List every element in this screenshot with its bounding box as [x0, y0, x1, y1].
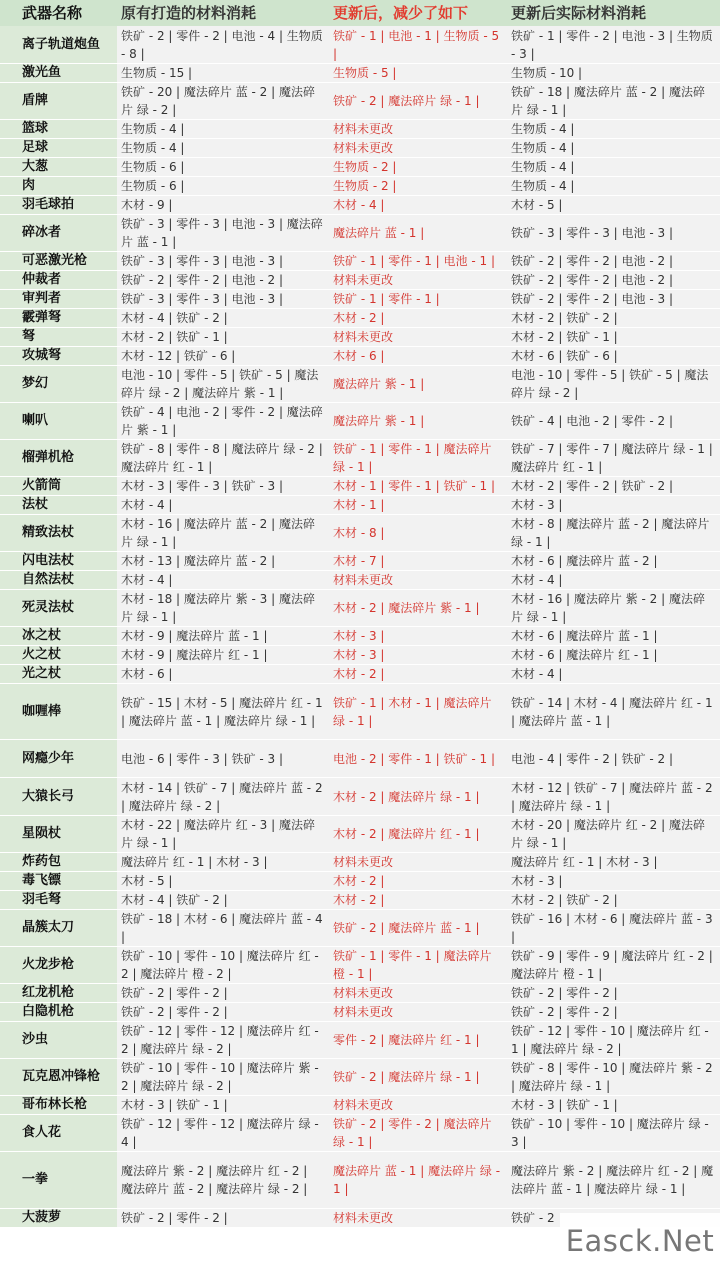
- original-cost-cell: 木材 - 22 | 魔法碎片 红 - 3 | 魔法碎片 绿 - 1 |: [117, 816, 327, 852]
- original-cost-cell: 铁矿 - 2 | 零件 - 2 |: [117, 1003, 327, 1021]
- reduction-cell: 魔法碎片 紫 - 1 |: [327, 366, 507, 402]
- actual-cost-cell: 木材 - 3 |: [507, 872, 720, 890]
- reduction-cell: 铁矿 - 1 | 电池 - 1 | 生物质 - 5 |: [327, 26, 507, 63]
- original-cost-cell: 生物质 - 4 |: [117, 120, 327, 138]
- weapon-name-cell: 沙虫: [0, 1022, 117, 1058]
- table-row: [0, 872, 720, 891]
- original-cost-cell: 木材 - 4 | 铁矿 - 2 |: [117, 891, 327, 909]
- original-cost-cell: 电池 - 10 | 零件 - 5 | 铁矿 - 5 | 魔法碎片 绿 - 2 | 魔法碎片 紫 - 1 |: [117, 366, 327, 402]
- actual-cost-cell: 木材 - 16 | 魔法碎片 紫 - 2 | 魔法碎片 绿 - 1 |: [507, 590, 720, 626]
- table-row: [0, 158, 720, 177]
- actual-cost-cell: 木材 - 8 | 魔法碎片 蓝 - 2 | 魔法碎片 绿 - 1 |: [507, 515, 720, 551]
- weapon-name-cell: 大猿长弓: [0, 778, 117, 815]
- reduction-cell: 铁矿 - 2 | 魔法碎片 绿 - 1 |: [327, 1059, 507, 1095]
- original-cost-cell: 木材 - 9 | 魔法碎片 红 - 1 |: [117, 646, 327, 664]
- reduction-cell: 生物质 - 2 |: [327, 158, 507, 176]
- original-cost-cell: 铁矿 - 20 | 魔法碎片 蓝 - 2 | 魔法碎片 绿 - 2 |: [117, 83, 327, 119]
- original-cost-cell: 铁矿 - 3 | 零件 - 3 | 电池 - 3 |: [117, 252, 327, 270]
- reduction-cell: 生物质 - 5 |: [327, 64, 507, 82]
- actual-cost-cell: 生物质 - 4 |: [507, 158, 720, 176]
- reduction-cell: 铁矿 - 2 | 魔法碎片 绿 - 1 |: [327, 83, 507, 119]
- reduction-cell: 材料未更改: [327, 271, 507, 289]
- weapon-name-cell: 冰之杖: [0, 627, 117, 645]
- table-row: [0, 83, 720, 120]
- table-row: [0, 1115, 720, 1152]
- original-cost-cell: 木材 - 14 | 铁矿 - 7 | 魔法碎片 蓝 - 2 | 魔法碎片 绿 - 2 |: [117, 778, 327, 815]
- weapon-name-cell: 一拳: [0, 1152, 117, 1208]
- weapon-name-cell: 毒飞镖: [0, 872, 117, 890]
- original-cost-cell: 铁矿 - 3 | 零件 - 3 | 电池 - 3 | 魔法碎片 蓝 - 1 |: [117, 215, 327, 251]
- reduction-cell: 木材 - 3 |: [327, 627, 507, 645]
- actual-cost-cell: 铁矿 - 8 | 零件 - 10 | 魔法碎片 紫 - 2 | 魔法碎片 绿 - 1 |: [507, 1059, 720, 1095]
- reduction-cell: 木材 - 7 |: [327, 552, 507, 570]
- reduction-cell: 木材 - 1 |: [327, 496, 507, 514]
- original-cost-cell: 魔法碎片 紫 - 2 | 魔法碎片 红 - 2 | 魔法碎片 蓝 - 2 | 魔法碎片 绿 - 2 |: [117, 1152, 327, 1208]
- actual-cost-cell: 铁矿 - 14 | 木材 - 4 | 魔法碎片 红 - 1 | 魔法碎片 蓝 - 1 |: [507, 684, 720, 739]
- reduction-cell: 木材 - 4 |: [327, 196, 507, 214]
- reduction-cell: 铁矿 - 2 | 魔法碎片 蓝 - 1 |: [327, 910, 507, 946]
- original-cost-cell: 生物质 - 4 |: [117, 139, 327, 157]
- original-cost-cell: 木材 - 3 | 零件 - 3 | 铁矿 - 3 |: [117, 477, 327, 495]
- header-original-cost: 原有打造的材料消耗: [117, 0, 327, 26]
- weapon-name-cell: 死灵法杖: [0, 590, 117, 626]
- actual-cost-cell: 木材 - 5 |: [507, 196, 720, 214]
- actual-cost-cell: 铁矿 - 16 | 木材 - 6 | 魔法碎片 蓝 - 3 |: [507, 910, 720, 946]
- table-row: [0, 496, 720, 515]
- table-row: [0, 64, 720, 83]
- weapon-name-cell: 咖喱棒: [0, 684, 117, 739]
- header-weapon-name: 武器名称: [0, 0, 117, 26]
- actual-cost-cell: 电池 - 10 | 零件 - 5 | 铁矿 - 5 | 魔法碎片 绿 - 2 |: [507, 366, 720, 402]
- reduction-cell: 木材 - 2 |: [327, 665, 507, 683]
- table-row: [0, 627, 720, 646]
- header-actual-cost: 更新后实际材料消耗: [507, 0, 720, 26]
- reduction-cell: 材料未更改: [327, 1209, 507, 1227]
- weapon-name-cell: 晶簇太刀: [0, 910, 117, 946]
- original-cost-cell: 木材 - 3 | 铁矿 - 1 |: [117, 1096, 327, 1114]
- table-row: [0, 403, 720, 440]
- reduction-cell: 魔法碎片 蓝 - 1 |: [327, 215, 507, 251]
- reduction-cell: 材料未更改: [327, 571, 507, 589]
- actual-cost-cell: 魔法碎片 红 - 1 | 木材 - 3 |: [507, 853, 720, 871]
- reduction-cell: 魔法碎片 紫 - 1 |: [327, 403, 507, 439]
- reduction-cell: 木材 - 2 |: [327, 872, 507, 890]
- actual-cost-cell: 铁矿 - 10 | 零件 - 10 | 魔法碎片 绿 - 3 |: [507, 1115, 720, 1151]
- weapon-name-cell: 闪电法杖: [0, 552, 117, 570]
- reduction-cell: 铁矿 - 1 | 零件 - 1 | 电池 - 1 |: [327, 252, 507, 270]
- table-row: [0, 984, 720, 1003]
- original-cost-cell: 木材 - 4 |: [117, 571, 327, 589]
- reduction-cell: 木材 - 2 | 魔法碎片 红 - 1 |: [327, 816, 507, 852]
- table-row: [0, 665, 720, 684]
- table-row: [0, 252, 720, 271]
- original-cost-cell: 生物质 - 6 |: [117, 158, 327, 176]
- original-cost-cell: 铁矿 - 12 | 零件 - 12 | 魔法碎片 红 - 2 | 魔法碎片 绿 - 2 |: [117, 1022, 327, 1058]
- reduction-cell: 铁矿 - 1 | 零件 - 1 | 魔法碎片 橙 - 1 |: [327, 947, 507, 983]
- reduction-cell: 木材 - 1 | 零件 - 1 | 铁矿 - 1 |: [327, 477, 507, 495]
- weapon-name-cell: 大葱: [0, 158, 117, 176]
- weapon-name-cell: 审判者: [0, 290, 117, 308]
- original-cost-cell: 木材 - 18 | 魔法碎片 紫 - 3 | 魔法碎片 绿 - 1 |: [117, 590, 327, 626]
- actual-cost-cell: 铁矿 - 4 | 电池 - 2 | 零件 - 2 |: [507, 403, 720, 439]
- actual-cost-cell: 木材 - 4 |: [507, 571, 720, 589]
- weapon-name-cell: 羽毛球拍: [0, 196, 117, 214]
- watermark-text: Easck.Net: [565, 1224, 715, 1258]
- table-row: [0, 910, 720, 947]
- weapon-name-cell: 瓦克恩冲锋枪: [0, 1059, 117, 1095]
- table-row: [0, 120, 720, 139]
- table-row: [0, 328, 720, 347]
- reduction-cell: 铁矿 - 1 | 零件 - 1 | 魔法碎片 绿 - 1 |: [327, 440, 507, 476]
- weapon-name-cell: 可恶激光枪: [0, 252, 117, 270]
- table-row: [0, 26, 720, 64]
- weapon-name-cell: 篮球: [0, 120, 117, 138]
- reduction-cell: 材料未更改: [327, 984, 507, 1002]
- actual-cost-cell: 木材 - 6 | 魔法碎片 蓝 - 1 |: [507, 627, 720, 645]
- table-row: [0, 552, 720, 571]
- actual-cost-cell: 铁矿 - 3 | 零件 - 3 | 电池 - 3 |: [507, 215, 720, 251]
- original-cost-cell: 木材 - 4 | 铁矿 - 2 |: [117, 309, 327, 327]
- reduction-cell: 材料未更改: [327, 328, 507, 346]
- reduction-cell: 木材 - 2 | 魔法碎片 紫 - 1 |: [327, 590, 507, 626]
- table-row: [0, 853, 720, 872]
- weapon-name-cell: 攻城弩: [0, 347, 117, 365]
- original-cost-cell: 木材 - 5 |: [117, 872, 327, 890]
- weapon-name-cell: 白隐机枪: [0, 1003, 117, 1021]
- original-cost-cell: 铁矿 - 3 | 零件 - 3 | 电池 - 3 |: [117, 290, 327, 308]
- weapon-name-cell: 光之杖: [0, 665, 117, 683]
- reduction-cell: 木材 - 8 |: [327, 515, 507, 551]
- header-reduction: 更新后，减少了如下: [327, 0, 507, 26]
- actual-cost-cell: 木材 - 4 |: [507, 665, 720, 683]
- reduction-cell: 零件 - 2 | 魔法碎片 红 - 1 |: [327, 1022, 507, 1058]
- table-row: [0, 1059, 720, 1096]
- actual-cost-cell: 铁矿 - 2 | 零件 - 2 |: [507, 984, 720, 1002]
- table-row: [0, 1022, 720, 1059]
- original-cost-cell: 铁矿 - 4 | 电池 - 2 | 零件 - 2 | 魔法碎片 紫 - 1 |: [117, 403, 327, 439]
- actual-cost-cell: 铁矿 - 9 | 零件 - 9 | 魔法碎片 红 - 2 | 魔法碎片 橙 - 1 |: [507, 947, 720, 983]
- table-row: [0, 139, 720, 158]
- weapon-name-cell: 碎冰者: [0, 215, 117, 251]
- table-row: [0, 1152, 720, 1209]
- reduction-cell: 木材 - 3 |: [327, 646, 507, 664]
- actual-cost-cell: 生物质 - 4 |: [507, 177, 720, 195]
- reduction-cell: 木材 - 2 | 魔法碎片 绿 - 1 |: [327, 778, 507, 815]
- actual-cost-cell: 木材 - 6 | 魔法碎片 红 - 1 |: [507, 646, 720, 664]
- reduction-cell: 材料未更改: [327, 1096, 507, 1114]
- table-row: [0, 816, 720, 853]
- weapon-name-cell: 法杖: [0, 496, 117, 514]
- original-cost-cell: 铁矿 - 2 | 零件 - 2 |: [117, 1209, 327, 1227]
- actual-cost-cell: 电池 - 4 | 零件 - 2 | 铁矿 - 2 |: [507, 740, 720, 777]
- table-row: [0, 309, 720, 328]
- actual-cost-cell: 铁矿 - 2 | 零件 - 2 | 电池 - 3 |: [507, 290, 720, 308]
- table-row: [0, 590, 720, 627]
- original-cost-cell: 铁矿 - 2 | 零件 - 2 | 电池 - 2 |: [117, 271, 327, 289]
- weapon-name-cell: 喇叭: [0, 403, 117, 439]
- weapon-name-cell: 仲裁者: [0, 271, 117, 289]
- table-row: [0, 1096, 720, 1115]
- table-row: [0, 740, 720, 778]
- original-cost-cell: 木材 - 9 |: [117, 196, 327, 214]
- weapon-name-cell: 火箭筒: [0, 477, 117, 495]
- actual-cost-cell: 木材 - 2 | 铁矿 - 2 |: [507, 891, 720, 909]
- reduction-cell: 铁矿 - 1 | 零件 - 1 |: [327, 290, 507, 308]
- original-cost-cell: 生物质 - 15 |: [117, 64, 327, 82]
- weapon-name-cell: 火之杖: [0, 646, 117, 664]
- actual-cost-cell: 木材 - 6 | 铁矿 - 6 |: [507, 347, 720, 365]
- original-cost-cell: 铁矿 - 2 | 零件 - 2 | 电池 - 4 | 生物质 - 8 |: [117, 26, 327, 63]
- actual-cost-cell: 生物质 - 10 |: [507, 64, 720, 82]
- reduction-cell: 电池 - 2 | 零件 - 1 | 铁矿 - 1 |: [327, 740, 507, 777]
- table-row: [0, 271, 720, 290]
- table-row: [0, 477, 720, 496]
- actual-cost-cell: 木材 - 2 | 铁矿 - 1 |: [507, 328, 720, 346]
- table-row: [0, 684, 720, 740]
- reduction-cell: 木材 - 2 |: [327, 891, 507, 909]
- actual-cost-cell: 木材 - 3 | 铁矿 - 1 |: [507, 1096, 720, 1114]
- original-cost-cell: 生物质 - 6 |: [117, 177, 327, 195]
- table-row: [0, 947, 720, 984]
- table-row: [0, 646, 720, 665]
- original-cost-cell: 木材 - 12 | 铁矿 - 6 |: [117, 347, 327, 365]
- table-row: [0, 196, 720, 215]
- actual-cost-cell: 木材 - 20 | 魔法碎片 红 - 2 | 魔法碎片 绿 - 1 |: [507, 816, 720, 852]
- original-cost-cell: 木材 - 2 | 铁矿 - 1 |: [117, 328, 327, 346]
- weapon-name-cell: 火龙步枪: [0, 947, 117, 983]
- original-cost-cell: 铁矿 - 2 | 零件 - 2 |: [117, 984, 327, 1002]
- weapon-name-cell: 自然法杖: [0, 571, 117, 589]
- watermark: [560, 1213, 720, 1269]
- actual-cost-cell: 生物质 - 4 |: [507, 139, 720, 157]
- actual-cost-cell: 木材 - 2 | 零件 - 2 | 铁矿 - 2 |: [507, 477, 720, 495]
- original-cost-cell: 木材 - 4 |: [117, 496, 327, 514]
- table-body: [0, 26, 720, 1228]
- reduction-cell: 材料未更改: [327, 120, 507, 138]
- actual-cost-cell: 木材 - 2 | 铁矿 - 2 |: [507, 309, 720, 327]
- actual-cost-cell: 铁矿 - 12 | 零件 - 10 | 魔法碎片 红 - 1 | 魔法碎片 绿 - 2 |: [507, 1022, 720, 1058]
- original-cost-cell: 电池 - 6 | 零件 - 3 | 铁矿 - 3 |: [117, 740, 327, 777]
- weapon-name-cell: 红龙机枪: [0, 984, 117, 1002]
- original-cost-cell: 木材 - 6 |: [117, 665, 327, 683]
- table-row: [0, 515, 720, 552]
- actual-cost-cell: 木材 - 3 |: [507, 496, 720, 514]
- reduction-cell: 材料未更改: [327, 139, 507, 157]
- table-header: [0, 0, 720, 26]
- original-cost-cell: 铁矿 - 18 | 木材 - 6 | 魔法碎片 蓝 - 4 |: [117, 910, 327, 946]
- table-row: [0, 891, 720, 910]
- actual-cost-cell: 木材 - 12 | 铁矿 - 7 | 魔法碎片 蓝 - 2 | 魔法碎片 绿 - 1 |: [507, 778, 720, 815]
- actual-cost-cell: 铁矿 - 1 | 零件 - 2 | 电池 - 3 | 生物质 - 3 |: [507, 26, 720, 63]
- weapon-name-cell: 弩: [0, 328, 117, 346]
- original-cost-cell: 铁矿 - 10 | 零件 - 10 | 魔法碎片 紫 - 2 | 魔法碎片 绿 - 2 |: [117, 1059, 327, 1095]
- weapon-name-cell: 大菠萝: [0, 1209, 117, 1227]
- table-row: [0, 1003, 720, 1022]
- actual-cost-cell: 铁矿 - 2 | 零件 - 2 | 电池 - 2 |: [507, 252, 720, 270]
- reduction-cell: 木材 - 2 |: [327, 309, 507, 327]
- actual-cost-cell: 木材 - 6 | 魔法碎片 蓝 - 2 |: [507, 552, 720, 570]
- table-row: [0, 440, 720, 477]
- actual-cost-cell: 铁矿 - 2: [507, 1209, 720, 1227]
- original-cost-cell: 铁矿 - 12 | 零件 - 12 | 魔法碎片 绿 - 4 |: [117, 1115, 327, 1151]
- weapon-name-cell: 离子轨道炮鱼: [0, 26, 117, 63]
- actual-cost-cell: 魔法碎片 紫 - 2 | 魔法碎片 红 - 2 | 魔法碎片 蓝 - 1 | 魔法碎片 绿 - 1 |: [507, 1152, 720, 1208]
- original-cost-cell: 铁矿 - 10 | 零件 - 10 | 魔法碎片 红 - 2 | 魔法碎片 橙 - 2 |: [117, 947, 327, 983]
- weapon-name-cell: 羽毛弩: [0, 891, 117, 909]
- reduction-cell: 材料未更改: [327, 853, 507, 871]
- weapon-name-cell: 激光鱼: [0, 64, 117, 82]
- table-row: [0, 347, 720, 366]
- weapon-name-cell: 梦幻: [0, 366, 117, 402]
- original-cost-cell: 魔法碎片 红 - 1 | 木材 - 3 |: [117, 853, 327, 871]
- table-row: [0, 571, 720, 590]
- original-cost-cell: 木材 - 13 | 魔法碎片 蓝 - 2 |: [117, 552, 327, 570]
- weapon-name-cell: 盾牌: [0, 83, 117, 119]
- actual-cost-cell: 铁矿 - 18 | 魔法碎片 蓝 - 2 | 魔法碎片 绿 - 1 |: [507, 83, 720, 119]
- weapon-name-cell: 哥布林长枪: [0, 1096, 117, 1114]
- reduction-cell: 魔法碎片 蓝 - 1 | 魔法碎片 绿 - 1 |: [327, 1152, 507, 1208]
- weapon-name-cell: 星陨杖: [0, 816, 117, 852]
- weapon-name-cell: 霰弹弩: [0, 309, 117, 327]
- weapon-name-cell: 足球: [0, 139, 117, 157]
- table-row: [0, 778, 720, 816]
- weapon-name-cell: 精致法杖: [0, 515, 117, 551]
- weapon-name-cell: 食人花: [0, 1115, 117, 1151]
- reduction-cell: 生物质 - 2 |: [327, 177, 507, 195]
- table-row: [0, 366, 720, 403]
- actual-cost-cell: 铁矿 - 2 | 零件 - 2 |: [507, 1003, 720, 1021]
- original-cost-cell: 木材 - 9 | 魔法碎片 蓝 - 1 |: [117, 627, 327, 645]
- original-cost-cell: 木材 - 16 | 魔法碎片 蓝 - 2 | 魔法碎片 绿 - 1 |: [117, 515, 327, 551]
- weapon-name-cell: 网瘾少年: [0, 740, 117, 777]
- reduction-cell: 木材 - 6 |: [327, 347, 507, 365]
- weapon-name-cell: 榴弹机枪: [0, 440, 117, 476]
- weapon-name-cell: 炸药包: [0, 853, 117, 871]
- weapon-name-cell: 肉: [0, 177, 117, 195]
- reduction-cell: 铁矿 - 2 | 零件 - 2 | 魔法碎片 绿 - 1 |: [327, 1115, 507, 1151]
- table-row: [0, 177, 720, 196]
- reduction-cell: 材料未更改: [327, 1003, 507, 1021]
- actual-cost-cell: 铁矿 - 7 | 零件 - 7 | 魔法碎片 绿 - 1 | 魔法碎片 红 - 1 |: [507, 440, 720, 476]
- reduction-cell: 铁矿 - 1 | 木材 - 1 | 魔法碎片 绿 - 1 |: [327, 684, 507, 739]
- table-row: [0, 215, 720, 252]
- actual-cost-cell: 铁矿 - 2 | 零件 - 2 | 电池 - 2 |: [507, 271, 720, 289]
- original-cost-cell: 铁矿 - 8 | 零件 - 8 | 魔法碎片 绿 - 2 | 魔法碎片 红 - 1 |: [117, 440, 327, 476]
- actual-cost-cell: 生物质 - 4 |: [507, 120, 720, 138]
- original-cost-cell: 铁矿 - 15 | 木材 - 5 | 魔法碎片 红 - 1 | 魔法碎片 蓝 - 1 | 魔法碎片 绿 - 1 |: [117, 684, 327, 739]
- table-row: [0, 290, 720, 309]
